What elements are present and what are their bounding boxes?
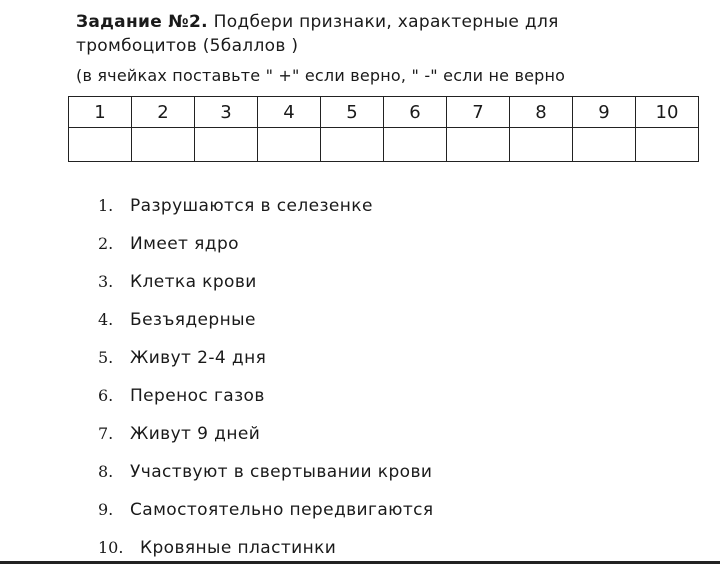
column-header: 1 xyxy=(69,97,132,128)
item-text: Участвуют в свертывании крови xyxy=(130,462,433,482)
answer-cell[interactable] xyxy=(195,128,258,162)
answer-cell[interactable] xyxy=(447,128,510,162)
answer-cell[interactable] xyxy=(321,128,384,162)
answer-cell[interactable] xyxy=(132,128,195,162)
task-title xyxy=(76,10,706,34)
answer-cell[interactable] xyxy=(636,128,699,162)
column-header: 6 xyxy=(384,97,447,128)
item-text: Клетка крови xyxy=(130,272,257,292)
list-item xyxy=(98,500,434,538)
task-title-text: Подбери признаки, характерные для xyxy=(207,12,559,32)
item-number: 10. xyxy=(98,538,124,557)
column-header: 3 xyxy=(195,97,258,128)
answer-cell[interactable] xyxy=(573,128,636,162)
item-text: Живут 9 дней xyxy=(130,424,261,444)
item-number: 2. xyxy=(98,234,114,253)
column-header: 9 xyxy=(573,97,636,128)
list-item xyxy=(98,234,434,272)
item-text: Перенос газов xyxy=(130,386,265,406)
list-item xyxy=(98,462,434,500)
column-header: 2 xyxy=(132,97,195,128)
answer-cell[interactable] xyxy=(384,128,447,162)
item-number: 6. xyxy=(98,386,114,405)
column-header: 10 xyxy=(636,97,699,128)
list-item xyxy=(98,538,434,576)
item-number: 1. xyxy=(98,196,114,215)
item-number: 4. xyxy=(98,310,114,329)
list-item xyxy=(98,272,434,310)
column-header: 7 xyxy=(447,97,510,128)
answer-cell[interactable] xyxy=(510,128,573,162)
item-number: 8. xyxy=(98,462,114,481)
column-header: 8 xyxy=(510,97,573,128)
statement-list xyxy=(98,196,434,576)
answer-cell[interactable] xyxy=(258,128,321,162)
task-number: Задание №2. xyxy=(76,12,208,32)
answer-row xyxy=(69,128,699,162)
item-text: Безъядерные xyxy=(130,310,256,330)
answer-table xyxy=(68,96,699,162)
item-text: Имеет ядро xyxy=(130,234,239,254)
item-number: 3. xyxy=(98,272,114,291)
task-instruction: (в ячейках поставьте " +" если верно, " -" если не верно xyxy=(76,66,566,85)
list-item xyxy=(98,348,434,386)
item-number: 9. xyxy=(98,500,114,519)
list-item xyxy=(98,386,434,424)
task-header xyxy=(76,10,706,58)
answer-cell[interactable] xyxy=(69,128,132,162)
list-item xyxy=(98,424,434,462)
item-text: Живут 2-4 дня xyxy=(130,348,267,368)
item-text: Самостоятельно передвигаются xyxy=(130,500,434,520)
answer-table-header-row xyxy=(69,97,699,128)
column-header: 4 xyxy=(258,97,321,128)
list-item xyxy=(98,196,434,234)
column-header: 5 xyxy=(321,97,384,128)
item-number: 7. xyxy=(98,424,114,443)
list-item xyxy=(98,310,434,348)
item-text: Разрушаются в селезенке xyxy=(130,196,373,216)
task-title-line2: тромбоцитов (5баллов ) xyxy=(76,36,299,56)
item-number: 5. xyxy=(98,348,114,367)
item-text: Кровяные пластинки xyxy=(140,538,337,558)
